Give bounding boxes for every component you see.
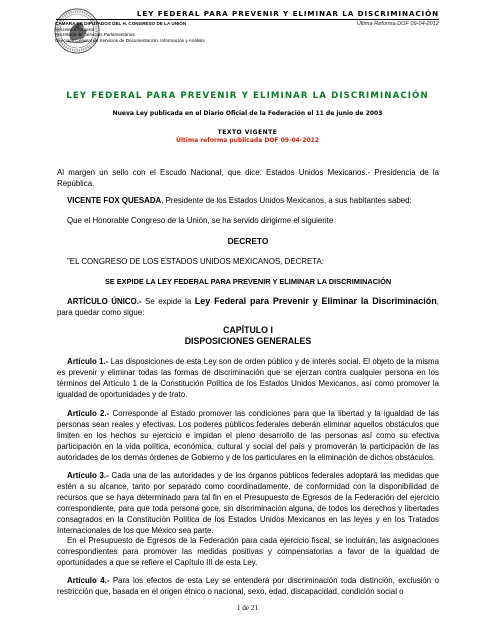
decreto-heading: DECRETO bbox=[227, 236, 269, 246]
paragraph-text: Que el Honorable Congreso de la Unión, se ha servido dirigirme el siguiente bbox=[67, 216, 334, 225]
article-label: Artículo 3.- bbox=[67, 471, 109, 480]
office-line: Secretaría de Servicios Parlamentarios bbox=[55, 32, 135, 38]
article-3-paragraph-2 bbox=[57, 535, 439, 568]
header-rule bbox=[56, 19, 439, 20]
article-text: Corresponde al Estado promover las condiciones para que la libertad y la igualdad de las personas sean reales y efectivas. Los poderes públicos federales deberán eliminar aquellos obstáculos que limiten en los hechos su ejercicio e impidan el pleno desarrollo de las personas así como su efectiva participación en la vida política, económica, cultural y social del país y promoverán la participación de las autoridades de los demás órdenes de Gobierno y de los particulares en la eliminación de dichos obstáculos. bbox=[57, 409, 440, 462]
texto-vigente-label: TEXTO VIGENTE bbox=[217, 129, 278, 136]
law-name: Ley Federal para Prevenir y Eliminar la Discriminación bbox=[194, 296, 437, 306]
paragraph-decreta bbox=[57, 256, 439, 267]
paragraph-text: Al margen un sello con el Escudo Nacional, que dice: Estados Unidos Mexicanos.- Presidencia de la República. bbox=[57, 168, 439, 188]
running-title: LEY FEDERAL PARA PREVENIR Y ELIMINAR LA DISCRIMINACIÓN bbox=[136, 9, 439, 18]
chamber-name: CÁMARA DE DIPUTADOS DEL H. CONGRESO DE LA UNIÓN bbox=[55, 21, 187, 26]
issuing-office bbox=[55, 21, 205, 43]
paragraph-congress bbox=[57, 215, 439, 226]
expide-heading: SE EXPIDE LA LEY FEDERAL PARA PREVENIR Y ELIMINAR LA DISCRIMINACIÓN bbox=[104, 277, 392, 286]
article-text: Cada una de las autoridades y de los órganos públicos federales adoptará las medidas que estén a su alcance, tanto por separado como coordinadamente, de conformidad con la disponibilidad de recursos que se haya determinado para tal fin en el Presupuesto de Egresos de la Federación del ejercicio correspondiente, para que toda persona goce, sin discriminación alguna, de todos los derechos y libertades consagrados en la Constitución Política de los Estados Unidos Mexicanos en las leyes y en los Tratados Internacionales de los que México sea parte. bbox=[57, 471, 439, 535]
article-label: Artículo 4.- bbox=[67, 576, 110, 585]
last-reform-note: Última Reforma DOF 09-04-2012 bbox=[356, 21, 439, 27]
article-label: Artículo 2.- bbox=[67, 409, 110, 418]
paragraph-text: Se expide la bbox=[141, 297, 195, 306]
chapter-subtitle: DISPOSICIONES GENERALES bbox=[184, 336, 312, 346]
publication-note: Nueva Ley publicada en el Diario Oficial de la Federación el 11 de junio de 2003 bbox=[112, 110, 383, 117]
office-line: Dirección General de Servicios de Documentación, Información y Análisis bbox=[55, 37, 205, 43]
paragraph-president bbox=[57, 195, 439, 206]
paragraph-articulo-unico bbox=[57, 296, 439, 318]
paragraph-text: "EL CONGRESO DE LOS ESTADOS UNIDOS MEXICANOS, DECRETA: bbox=[67, 257, 324, 266]
ultima-reforma-label: Última reforma publicada DOF 09-04-2012 bbox=[175, 137, 319, 144]
article-text: En el Presupuesto de Egresos de la Federación para cada ejercicio fiscal, se incluirán, las asignaciones correspondientes para promover las medidas positivas y compensatorias a favor de la igualdad de oportunidades a que se refiere el Capítulo III de esta Ley. bbox=[57, 536, 439, 567]
paragraph-seal bbox=[57, 167, 439, 189]
chapter-title: CAPÍTULO I bbox=[223, 325, 273, 335]
office-line: Secretaría General bbox=[55, 26, 94, 32]
article-text: Las disposiciones de esta Ley son de orden público y de interés social. El objeto de la misma es prevenir y eliminar todas las formas de discriminación que se ejerzan contra cualquier persona en los términos del Artículo 1 de la Constitución Política de los Estados Unidos Mexicanos, así como promover la igualdad de oportunidades y de trato. bbox=[57, 357, 439, 399]
paragraph-text: , para quedar como sigue: bbox=[57, 297, 439, 317]
article-2 bbox=[57, 408, 439, 463]
article-1 bbox=[57, 356, 439, 400]
document-title: LEY FEDERAL PARA PREVENIR Y ELIMINAR LA DISCRIMINACIÓN bbox=[66, 91, 429, 101]
president-name: VICENTE FOX QUESADA bbox=[67, 196, 162, 205]
paragraph-text: , Presidente de los Estados Unidos Mexicanos, a sus habitantes sabed: bbox=[161, 196, 412, 205]
article-text: Para los efectos de esta Ley se entenderá por discriminación toda distinción, exclusión o restricción que, basada en el origen étnico o nacional, sexo, edad, discapacidad, condición social o bbox=[57, 576, 440, 596]
articulo-unico-label: ARTÍCULO ÚNICO.- bbox=[67, 297, 142, 306]
article-label: Artículo 1.- bbox=[67, 357, 109, 366]
article-4 bbox=[57, 575, 439, 597]
article-3 bbox=[57, 470, 439, 536]
page-number: 1 de 21 bbox=[236, 604, 259, 612]
